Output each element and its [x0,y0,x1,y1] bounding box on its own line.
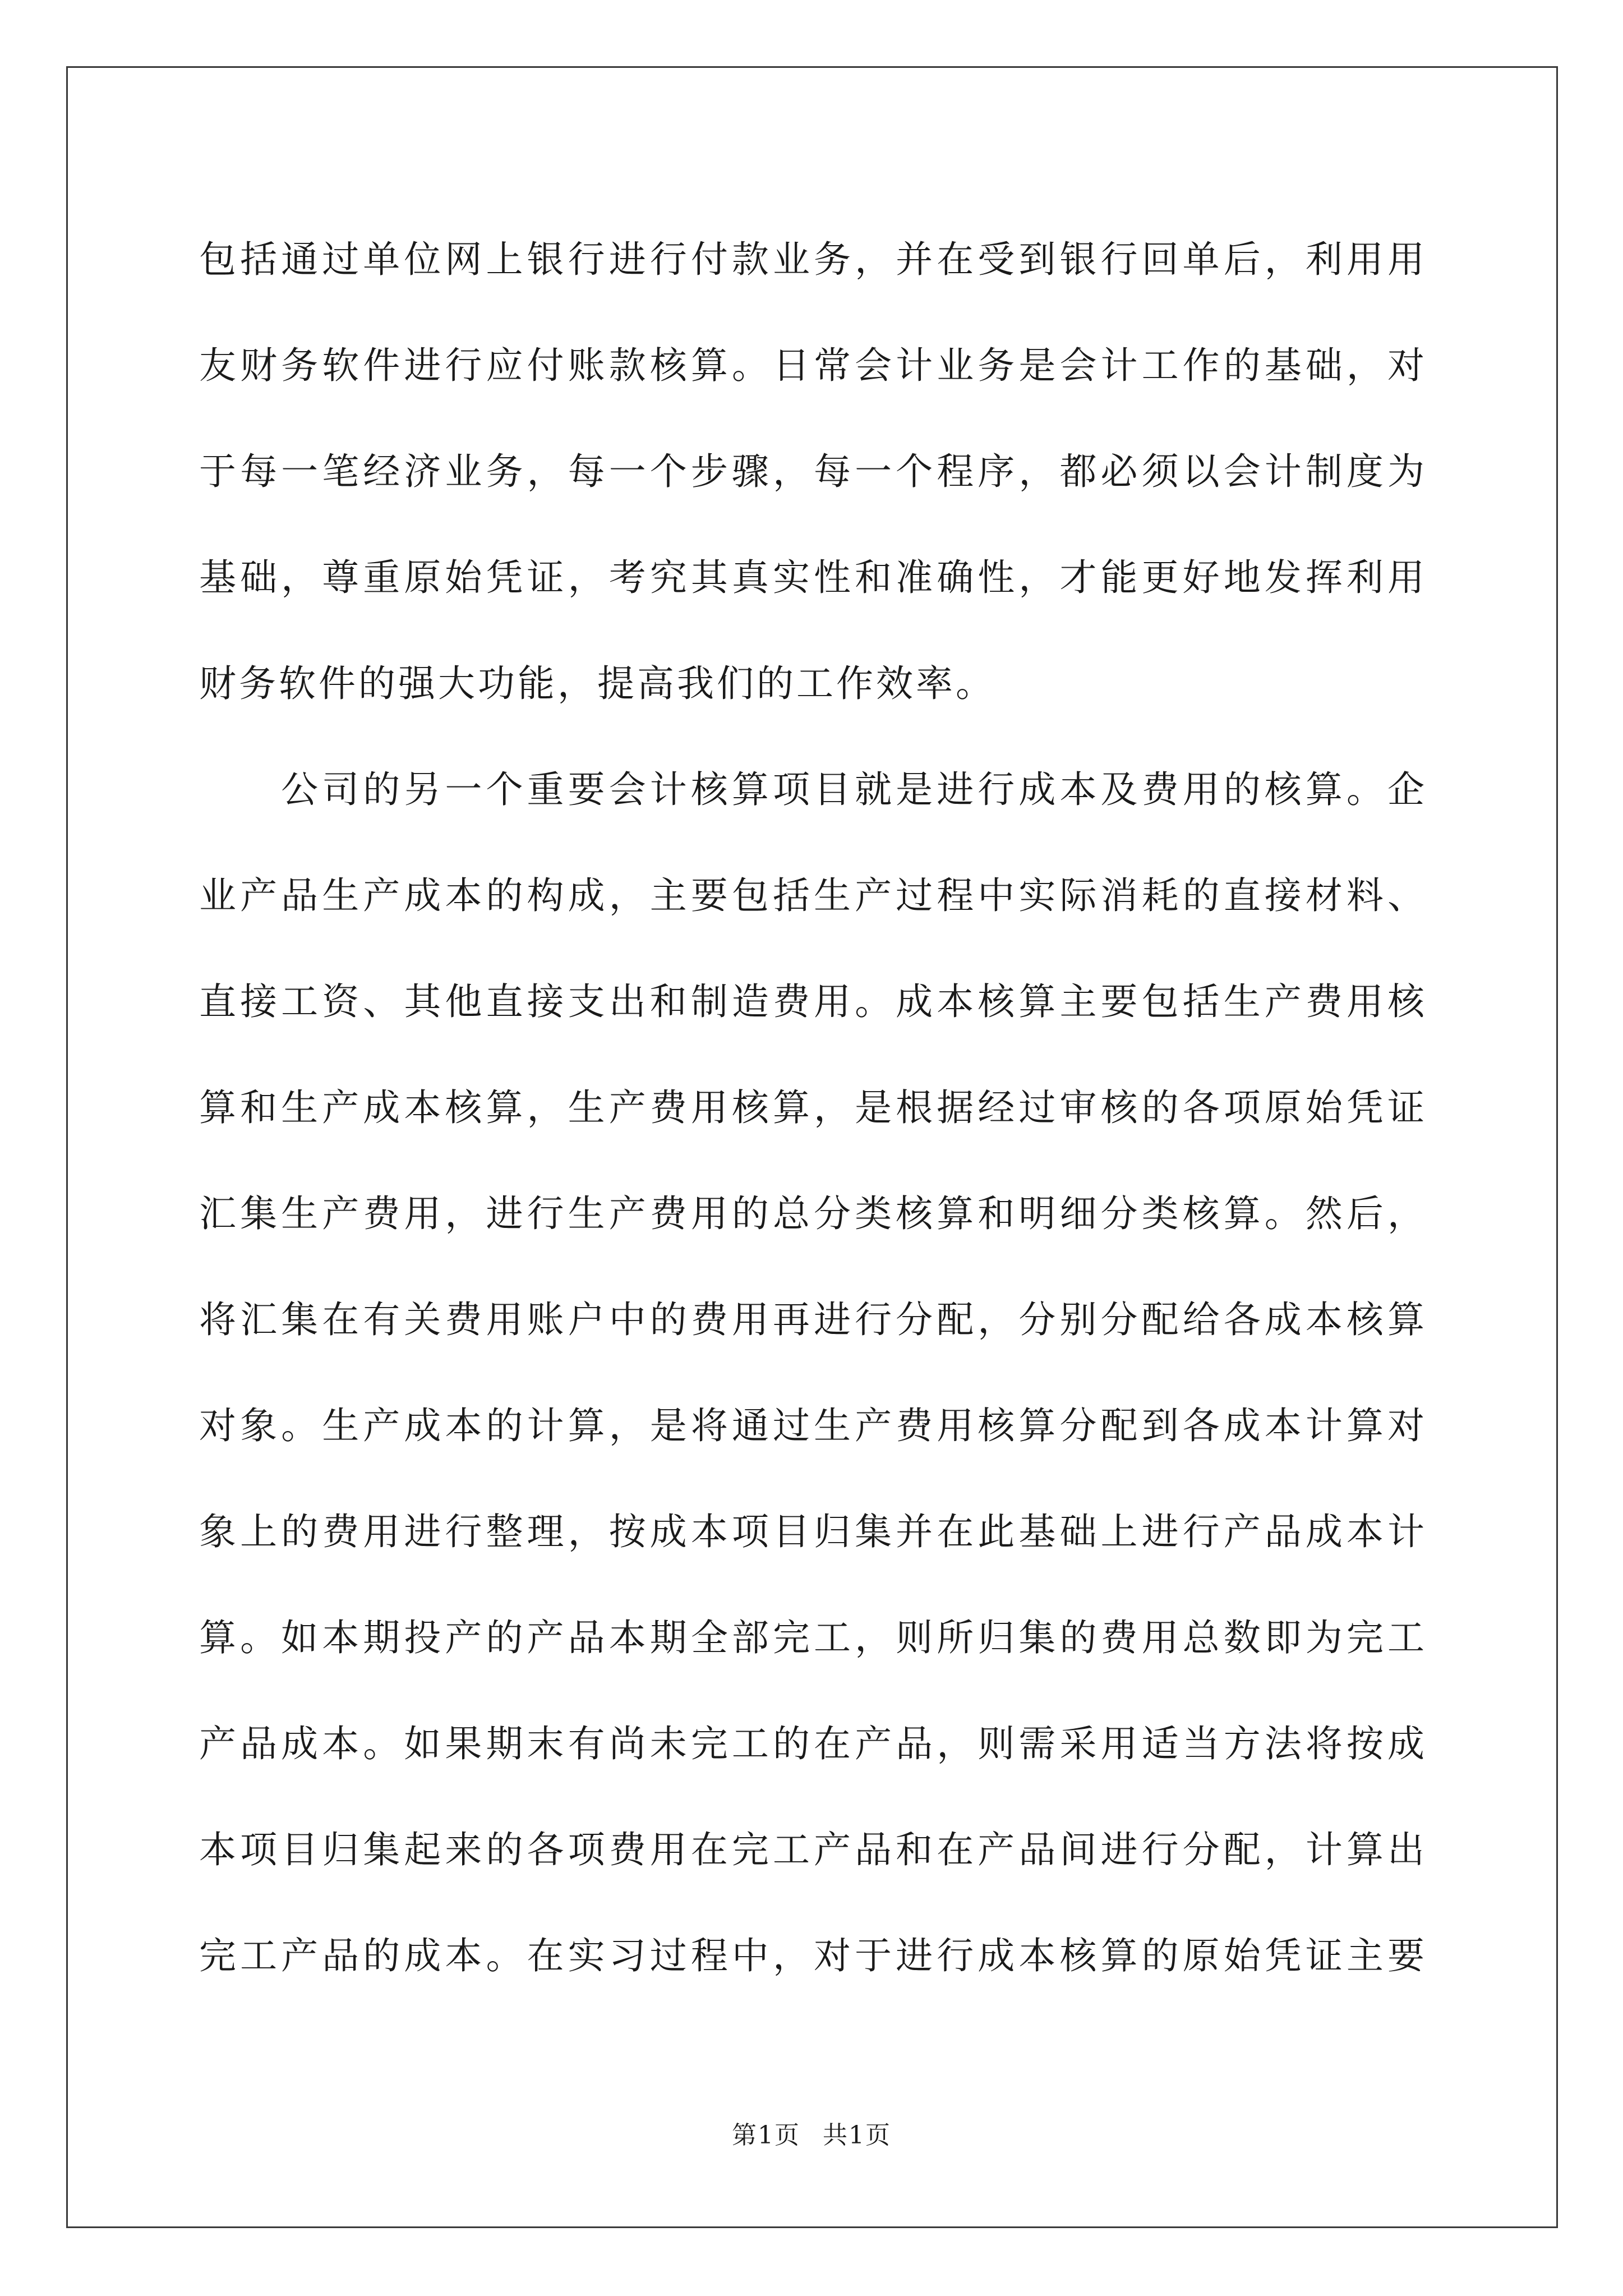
text-line: 友财务软件进行应付账款核算。日常会计业务是会计工作的基础，对 [199,344,1427,387]
page-number: 第1页 [732,2121,800,2150]
document-body [199,206,1427,2009]
text-line: 财务软件的强大功能，提高我们的工作效率。 [199,662,995,705]
text-line: 业产品生产成本的构成，主要包括生产过程中实际消耗的直接材料、 [199,874,1427,917]
text-line: 算。如本期投产的产品本期全部完工，则所归集的费用总数即为完工 [199,1616,1427,1659]
text-line: 公司的另一个重要会计核算项目就是进行成本及费用的核算。企 [199,768,1427,811]
text-line: 直接工资、其他直接支出和制造费用。成本核算主要包括生产费用核 [199,980,1427,1023]
text-line: 算和生产成本核算，生产费用核算，是根据经过审核的各项原始凭证 [199,1086,1427,1129]
text-line: 对象。生产成本的计算，是将通过生产费用核算分配到各成本计算对 [199,1404,1427,1447]
text-line: 汇集生产费用，进行生产费用的总分类核算和明细分类核算。然后， [199,1192,1427,1235]
text-line: 于每一笔经济业务，每一个步骤，每一个程序，都必须以会计制度为 [199,450,1427,493]
text-line: 本项目归集起来的各项费用在完工产品和在产品间进行分配，计算出 [199,1828,1427,1871]
text-line: 基础，尊重原始凭证，考究其真实性和准确性，才能更好地发挥利用 [199,556,1427,599]
text-line: 将汇集在有关费用账户中的费用再进行分配，分别分配给各成本核算 [199,1298,1427,1341]
text-line: 象上的费用进行整理，按成本项目归集并在此基础上进行产品成本计 [199,1510,1427,1553]
page-footer [0,2115,1623,2151]
text-line: 包括通过单位网上银行进行付款业务，并在受到银行回单后，利用用 [199,238,1427,281]
text-line: 产品成本。如果期末有尚未完工的在产品，则需采用适当方法将按成 [199,1722,1427,1765]
text-line: 完工产品的成本。在实习过程中，对于进行成本核算的原始凭证主要 [199,1934,1427,1977]
page-total: 共1页 [823,2121,891,2150]
